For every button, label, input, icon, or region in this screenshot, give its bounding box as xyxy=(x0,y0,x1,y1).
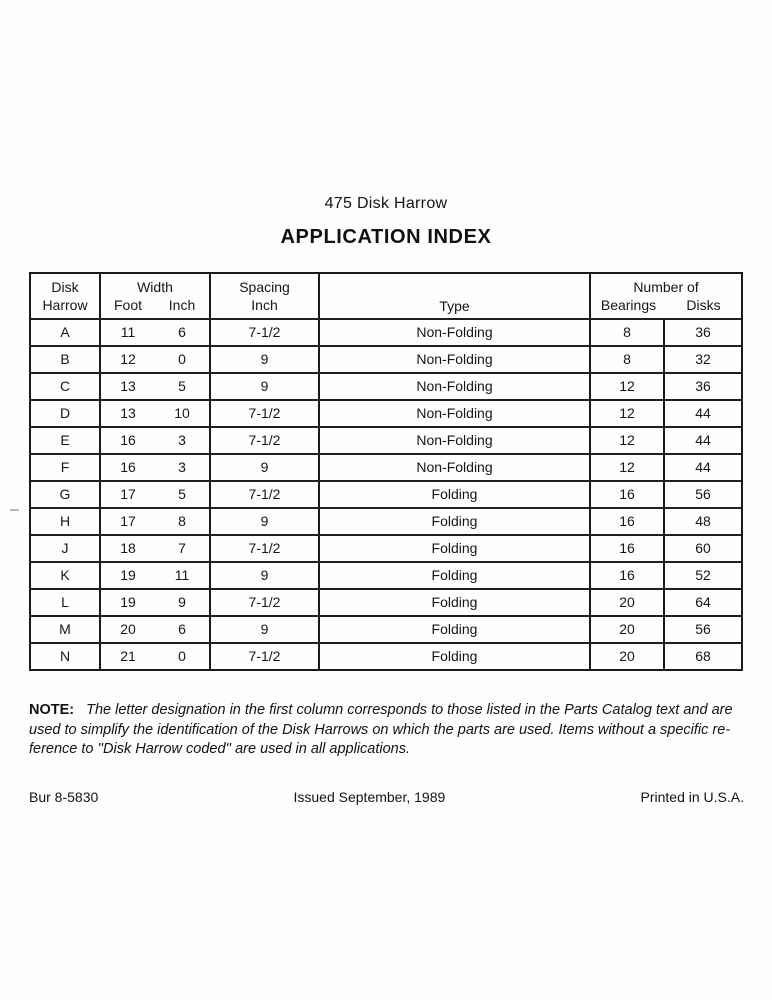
cell-inch: 11 xyxy=(155,563,211,588)
cell-foot: 13 xyxy=(120,378,136,394)
cell-foot: 19 xyxy=(120,567,136,583)
header-spacing-line1: Spacing xyxy=(239,279,290,295)
cell-disks: 44 xyxy=(695,459,711,475)
table-row xyxy=(31,480,741,507)
table-body xyxy=(31,318,741,669)
footer-issue-date: Issued September, 1989 xyxy=(293,789,446,805)
header-inch: Inch xyxy=(168,297,196,313)
cell-bearings: 16 xyxy=(591,563,665,588)
cell-spacing: 7-1/2 xyxy=(211,401,320,426)
cell-disks: 36 xyxy=(695,378,711,394)
cell-spacing: 7-1/2 xyxy=(211,644,320,669)
header-disk-harrow xyxy=(31,274,101,318)
table-row xyxy=(31,318,741,345)
cell-disks: 44 xyxy=(695,405,711,421)
cell-spacing: 9 xyxy=(211,563,320,588)
cell-spacing: 7-1/2 xyxy=(211,536,320,561)
cell-letter: B xyxy=(31,347,101,372)
cell-inch: 5 xyxy=(155,482,211,507)
cell-foot: 20 xyxy=(120,621,136,637)
header-foot: Foot xyxy=(113,297,142,313)
cell-letter: L xyxy=(31,590,101,615)
cell-bearings: 8 xyxy=(591,320,665,345)
cell-inch: 10 xyxy=(155,401,211,426)
cell-type: Non-Folding xyxy=(320,428,591,453)
header-type xyxy=(320,274,591,318)
cell-letter: A xyxy=(31,320,101,345)
cell-letter: F xyxy=(31,455,101,480)
cell-disks: 60 xyxy=(695,540,711,556)
note-label: NOTE: xyxy=(29,702,75,718)
cell-inch: 9 xyxy=(155,590,211,615)
cell-letter: K xyxy=(31,563,101,588)
table-header-row xyxy=(31,274,741,318)
cell-type: Non-Folding xyxy=(320,374,591,399)
header-width-label: Width xyxy=(137,279,173,295)
cell-spacing: 7-1/2 xyxy=(211,482,320,507)
header-width xyxy=(101,274,211,318)
cell-disks: 32 xyxy=(695,351,711,367)
cell-inch: 5 xyxy=(155,374,211,399)
cell-disks: 56 xyxy=(695,486,711,502)
cell-foot: 17 xyxy=(120,513,136,529)
cell-letter: H xyxy=(31,509,101,534)
cell-inch: 7 xyxy=(155,536,211,561)
footer-printed-in: Printed in U.S.A. xyxy=(640,789,744,805)
cell-inch: 0 xyxy=(155,347,211,372)
header-number-of-label: Number of xyxy=(633,279,699,295)
table-row xyxy=(31,534,741,561)
cell-disks: 36 xyxy=(695,324,711,340)
cell-type: Folding xyxy=(320,482,591,507)
cell-letter: M xyxy=(31,617,101,642)
cell-inch: 3 xyxy=(155,428,211,453)
cell-bearings: 8 xyxy=(591,347,665,372)
cell-spacing: 7-1/2 xyxy=(211,320,320,345)
cell-bearings: 12 xyxy=(591,428,665,453)
cell-disks: 68 xyxy=(695,648,711,664)
cell-spacing: 7-1/2 xyxy=(211,428,320,453)
note-line-1 xyxy=(29,701,745,721)
cell-spacing: 9 xyxy=(211,455,320,480)
cell-spacing: 9 xyxy=(211,374,320,399)
footer-form-number: Bur 8-5830 xyxy=(29,789,99,805)
cell-spacing: 9 xyxy=(211,617,320,642)
cell-inch: 6 xyxy=(155,320,211,345)
cell-disks: 64 xyxy=(695,594,711,610)
scan-artifact xyxy=(10,509,19,511)
header-number-of xyxy=(591,274,741,318)
table-row xyxy=(31,588,741,615)
cell-foot: 18 xyxy=(120,540,136,556)
page-title: APPLICATION INDEX xyxy=(280,226,492,248)
note-paragraph xyxy=(29,701,745,760)
cell-bearings: 20 xyxy=(591,590,665,615)
cell-type: Folding xyxy=(320,536,591,561)
cell-inch: 3 xyxy=(155,455,211,480)
note-line-1-text: The letter designation in the first column corresponds to those listed in the Parts Catalog text and are xyxy=(86,702,733,718)
cell-letter: J xyxy=(31,536,101,561)
cell-bearings: 20 xyxy=(591,617,665,642)
cell-type: Folding xyxy=(320,617,591,642)
header-width-sublabels xyxy=(101,296,209,314)
cell-bearings: 16 xyxy=(591,482,665,507)
cell-bearings: 12 xyxy=(591,401,665,426)
cell-type: Folding xyxy=(320,644,591,669)
cell-foot: 16 xyxy=(120,432,136,448)
table-row xyxy=(31,372,741,399)
cell-bearings: 16 xyxy=(591,536,665,561)
cell-type: Non-Folding xyxy=(320,320,591,345)
cell-type: Folding xyxy=(320,590,591,615)
table-row xyxy=(31,345,741,372)
title-block xyxy=(0,0,772,249)
cell-spacing: 9 xyxy=(211,347,320,372)
doc-subtitle: 475 Disk Harrow xyxy=(324,195,448,212)
note-line-3: ference to ''Disk Harrow coded'' are used in all applications. xyxy=(29,741,411,757)
cell-type: Folding xyxy=(320,563,591,588)
cell-letter: G xyxy=(31,482,101,507)
table-row xyxy=(31,561,741,588)
cell-type: Folding xyxy=(320,509,591,534)
cell-disks: 44 xyxy=(695,432,711,448)
cell-foot: 11 xyxy=(120,324,136,340)
cell-foot: 12 xyxy=(120,351,136,367)
cell-letter: N xyxy=(31,644,101,669)
cell-bearings: 16 xyxy=(591,509,665,534)
table-row xyxy=(31,507,741,534)
cell-bearings: 12 xyxy=(591,374,665,399)
cell-disks: 48 xyxy=(695,513,711,529)
cell-foot: 19 xyxy=(120,594,136,610)
table-row xyxy=(31,615,741,642)
header-disk-harrow-line2: Harrow xyxy=(42,297,88,313)
cell-inch: 6 xyxy=(155,617,211,642)
table-row xyxy=(31,642,741,669)
cell-letter: E xyxy=(31,428,101,453)
cell-bearings: 20 xyxy=(591,644,665,669)
cell-disks: 56 xyxy=(695,621,711,637)
table-row xyxy=(31,453,741,480)
cell-disks: 52 xyxy=(695,567,711,583)
page-footer xyxy=(29,789,744,805)
header-spacing-line2: Inch xyxy=(251,297,278,313)
header-type-label: Type xyxy=(439,298,470,314)
cell-foot: 16 xyxy=(120,459,136,475)
cell-foot: 13 xyxy=(120,405,136,421)
cell-letter: D xyxy=(31,401,101,426)
cell-bearings: 12 xyxy=(591,455,665,480)
cell-inch: 8 xyxy=(155,509,211,534)
cell-type: Non-Folding xyxy=(320,455,591,480)
header-spacing xyxy=(211,274,320,318)
cell-type: Non-Folding xyxy=(320,401,591,426)
cell-inch: 0 xyxy=(155,644,211,669)
note-line-2: used to simplify the identification of the Disk Harrows on which the parts are used. Items without a specific re- xyxy=(29,721,731,738)
cell-foot: 17 xyxy=(120,486,136,502)
table-row xyxy=(31,426,741,453)
cell-foot: 21 xyxy=(120,648,136,664)
header-disk-harrow-line1: Disk xyxy=(51,279,79,295)
cell-spacing: 7-1/2 xyxy=(211,590,320,615)
cell-spacing: 9 xyxy=(211,509,320,534)
cell-type: Non-Folding xyxy=(320,347,591,372)
table-row xyxy=(31,399,741,426)
header-disks: Disks xyxy=(686,297,721,313)
header-bearings: Bearings xyxy=(600,297,657,313)
application-index-table xyxy=(29,272,743,671)
cell-letter: C xyxy=(31,374,101,399)
header-number-of-sublabels xyxy=(591,296,741,314)
